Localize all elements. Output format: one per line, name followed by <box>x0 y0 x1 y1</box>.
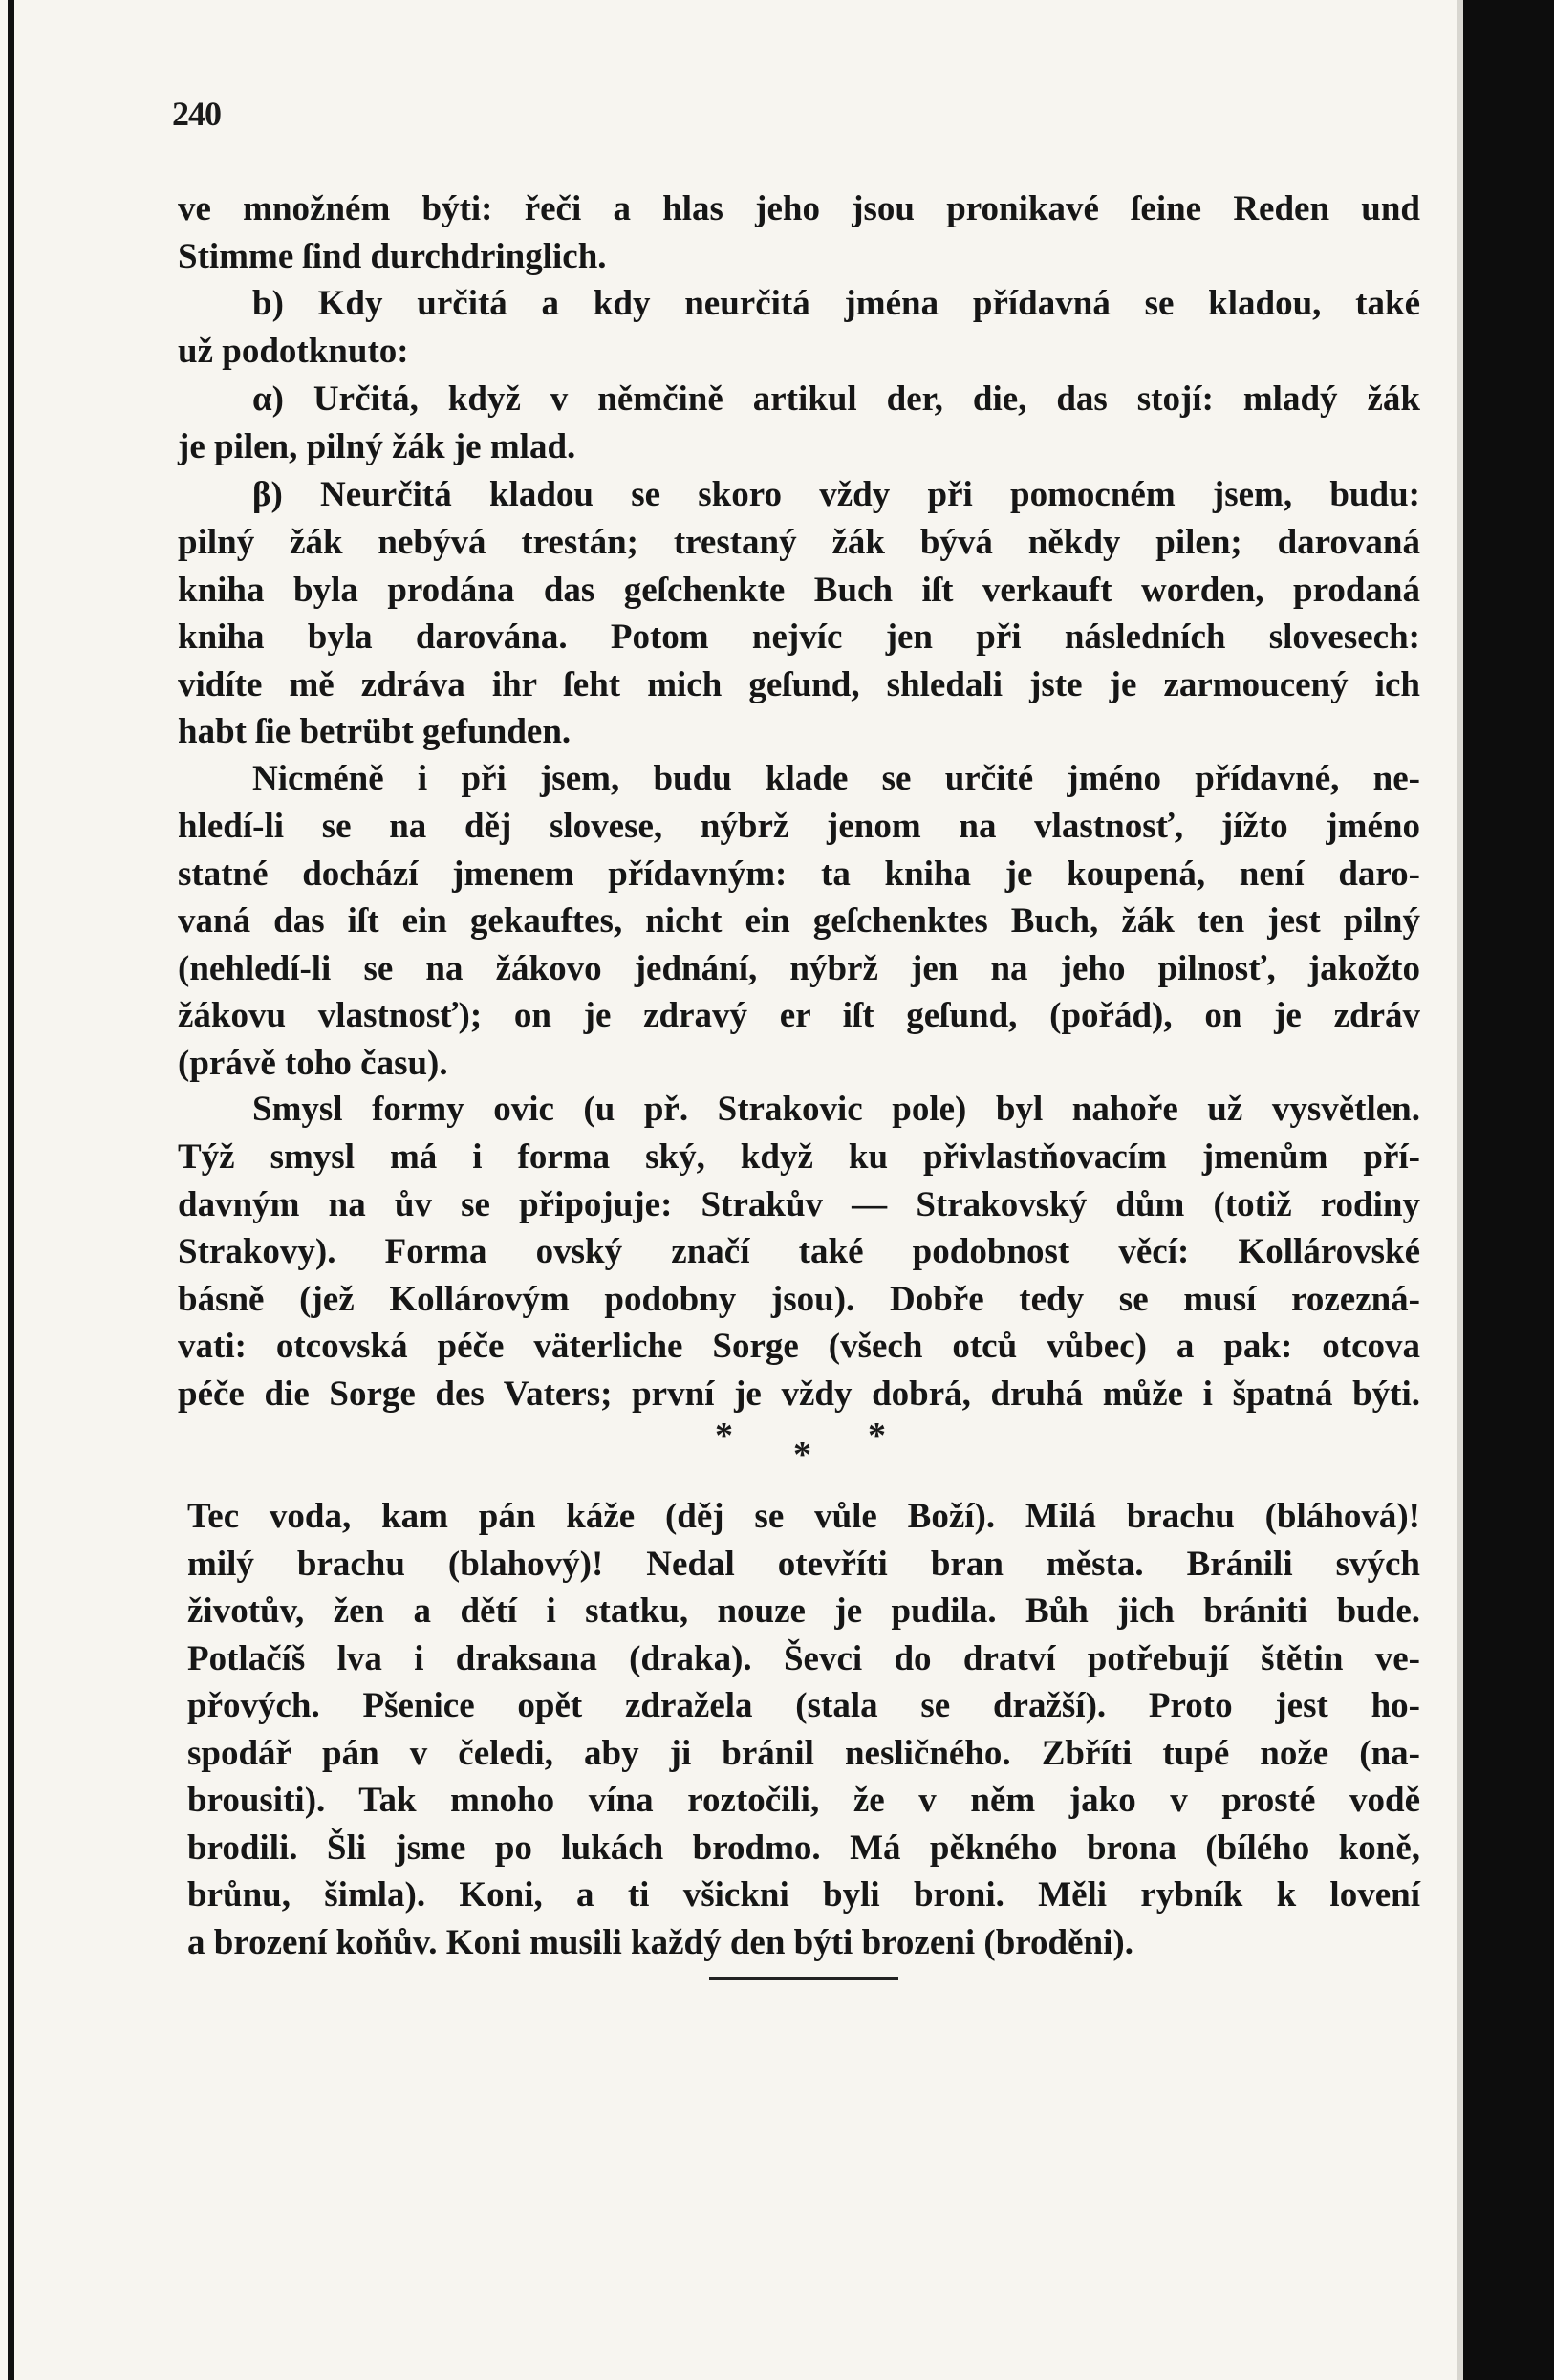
text-line: už podotknuto: <box>178 332 409 371</box>
paragraph <box>252 471 1420 519</box>
text-line: α) Určitá, když v němčině artikul der, die, das stojí: mladý žák <box>252 379 1420 419</box>
text-line: spodář pán v čeledi, aby ji bránil nesličného. Zbříti tupé nože (na- <box>187 1733 1420 1773</box>
scan-border-left <box>8 0 14 2380</box>
text-line: kniha byla prodána das geſchenkte Buch iſt verkauft worden, prodaná <box>178 570 1420 610</box>
page-number: 240 <box>172 95 221 133</box>
text-line: Tec voda, kam pán káže (děj se vůle Boží). Milá brachu (bláhová)! <box>187 1497 1420 1536</box>
paragraph <box>252 280 1420 328</box>
paragraph-continuation <box>178 1134 1420 1417</box>
text-line: péče die Sorge des Vaters; první je vždy dobrá, druhá může i špatná býti. <box>178 1374 1420 1414</box>
scan-border-right <box>1463 0 1554 2380</box>
text-line: kniha byla darována. Potom nejvíc jen při následních slovesech: <box>178 617 1420 657</box>
separator-star: * <box>715 1416 733 1456</box>
paragraph <box>252 755 1420 803</box>
text-line: přových. Pšenice opět zdražela (stala se dražší). Proto jest ho- <box>187 1686 1420 1725</box>
paragraph-continuation <box>178 423 1420 471</box>
paragraph-continuation <box>178 328 1420 376</box>
end-rule <box>709 1977 898 1980</box>
text-line: statné dochází jmenem přídavným: ta kniha je koupená, není daro- <box>178 854 1420 894</box>
text-line: vaná das iſt ein gekauftes, nicht ein geſchenktes Buch, žák ten jest pilný <box>178 901 1420 941</box>
text-line: vidíte mě zdráva ihr ſeht mich geſund, shledali jste je zarmoucený ich <box>178 664 1420 704</box>
text-line: hledí-li se na děj slovese, nýbrž jenom na vlastnosť, jížto jméno <box>178 807 1420 846</box>
text-line: habt ſie betrübt gefunden. <box>178 712 572 751</box>
text-line: je pilen, pilný žák je mlad. <box>178 427 576 466</box>
text-line: (právě toho času). <box>178 1043 448 1083</box>
text-line: (nehledí-li se na žákovo jednání, nýbrž jen na jeho pilnosť, jakožto <box>178 948 1420 988</box>
text-line: brousiti). Tak mnoho vína roztočili, že v něm jako v prosté vodě <box>187 1781 1420 1820</box>
text-line: Strakovy). Forma ovský značí také podobnost věcí: Kollárovské <box>178 1232 1420 1271</box>
paragraph-continuation <box>178 803 1420 1087</box>
text-line: brůnu, šimla). Koni, a ti všickni byli broni. Měli rybník k lovení <box>187 1875 1420 1915</box>
text-line: a brození koňův. Koni musili každý den býti brozeni (broděni). <box>187 1922 1133 1962</box>
text-line: brodili. Šli jsme po lukách brodmo. Má pěkného brona (bílého koně, <box>187 1828 1420 1868</box>
paragraph <box>178 185 1420 280</box>
text-line: davným na ův se připojuje: Strakův — Strakovský dům (totiž rodiny <box>178 1184 1420 1224</box>
separator-star: * <box>793 1435 811 1475</box>
text-line: b) Kdy určitá a kdy neurčitá jména přídavná se kladou, také <box>252 284 1420 323</box>
text-line: Nicméně i při jsem, budu klade se určité jméno přídavné, ne- <box>252 759 1420 798</box>
text-line: pilný žák nebývá trestán; trestaný žák bývá někdy pilen; darovaná <box>178 523 1420 562</box>
text-line: milý brachu (blahový)! Nedal otevříti bran města. Bránili svých <box>187 1544 1420 1584</box>
text-line: Smysl formy ovic (u př. Strakovic pole) byl nahoře už vysvětlen. <box>252 1090 1420 1129</box>
text-line: β) Neurčitá kladou se skoro vždy při pomocném jsem, budu: <box>252 475 1420 514</box>
exercise-paragraph <box>187 1493 1420 1966</box>
text-line: Potlačíš lva i draksana (draka). Ševci do dratví potřebují štětin ve- <box>187 1638 1420 1678</box>
paragraph <box>252 376 1420 423</box>
separator-star: * <box>868 1416 886 1456</box>
text-line: ve množném býti: řeči a hlas jeho jsou pronikavé ſeine Reden und <box>178 189 1420 228</box>
paragraph <box>252 1086 1420 1134</box>
text-line: žákovu vlastnosť); on je zdravý er iſt geſund, (pořád), on je zdráv <box>178 996 1420 1035</box>
paragraph-continuation <box>178 519 1420 756</box>
text-line: Stimme ſind durchdringlich. <box>178 236 607 276</box>
text-line: životův, žen a dětí i statku, nouze je pudila. Bůh jich brániti bude. <box>187 1591 1420 1631</box>
text-line: básně (jež Kollárovým podobny jsou). Dobře tedy se musí rozezná- <box>178 1279 1420 1319</box>
text-line: vati: otcovská péče väterliche Sorge (všech otců vůbec) a pak: otcova <box>178 1327 1420 1366</box>
text-line: Týž smysl má i forma ský, když ku přivlastňovacím jmenům pří- <box>178 1137 1420 1177</box>
